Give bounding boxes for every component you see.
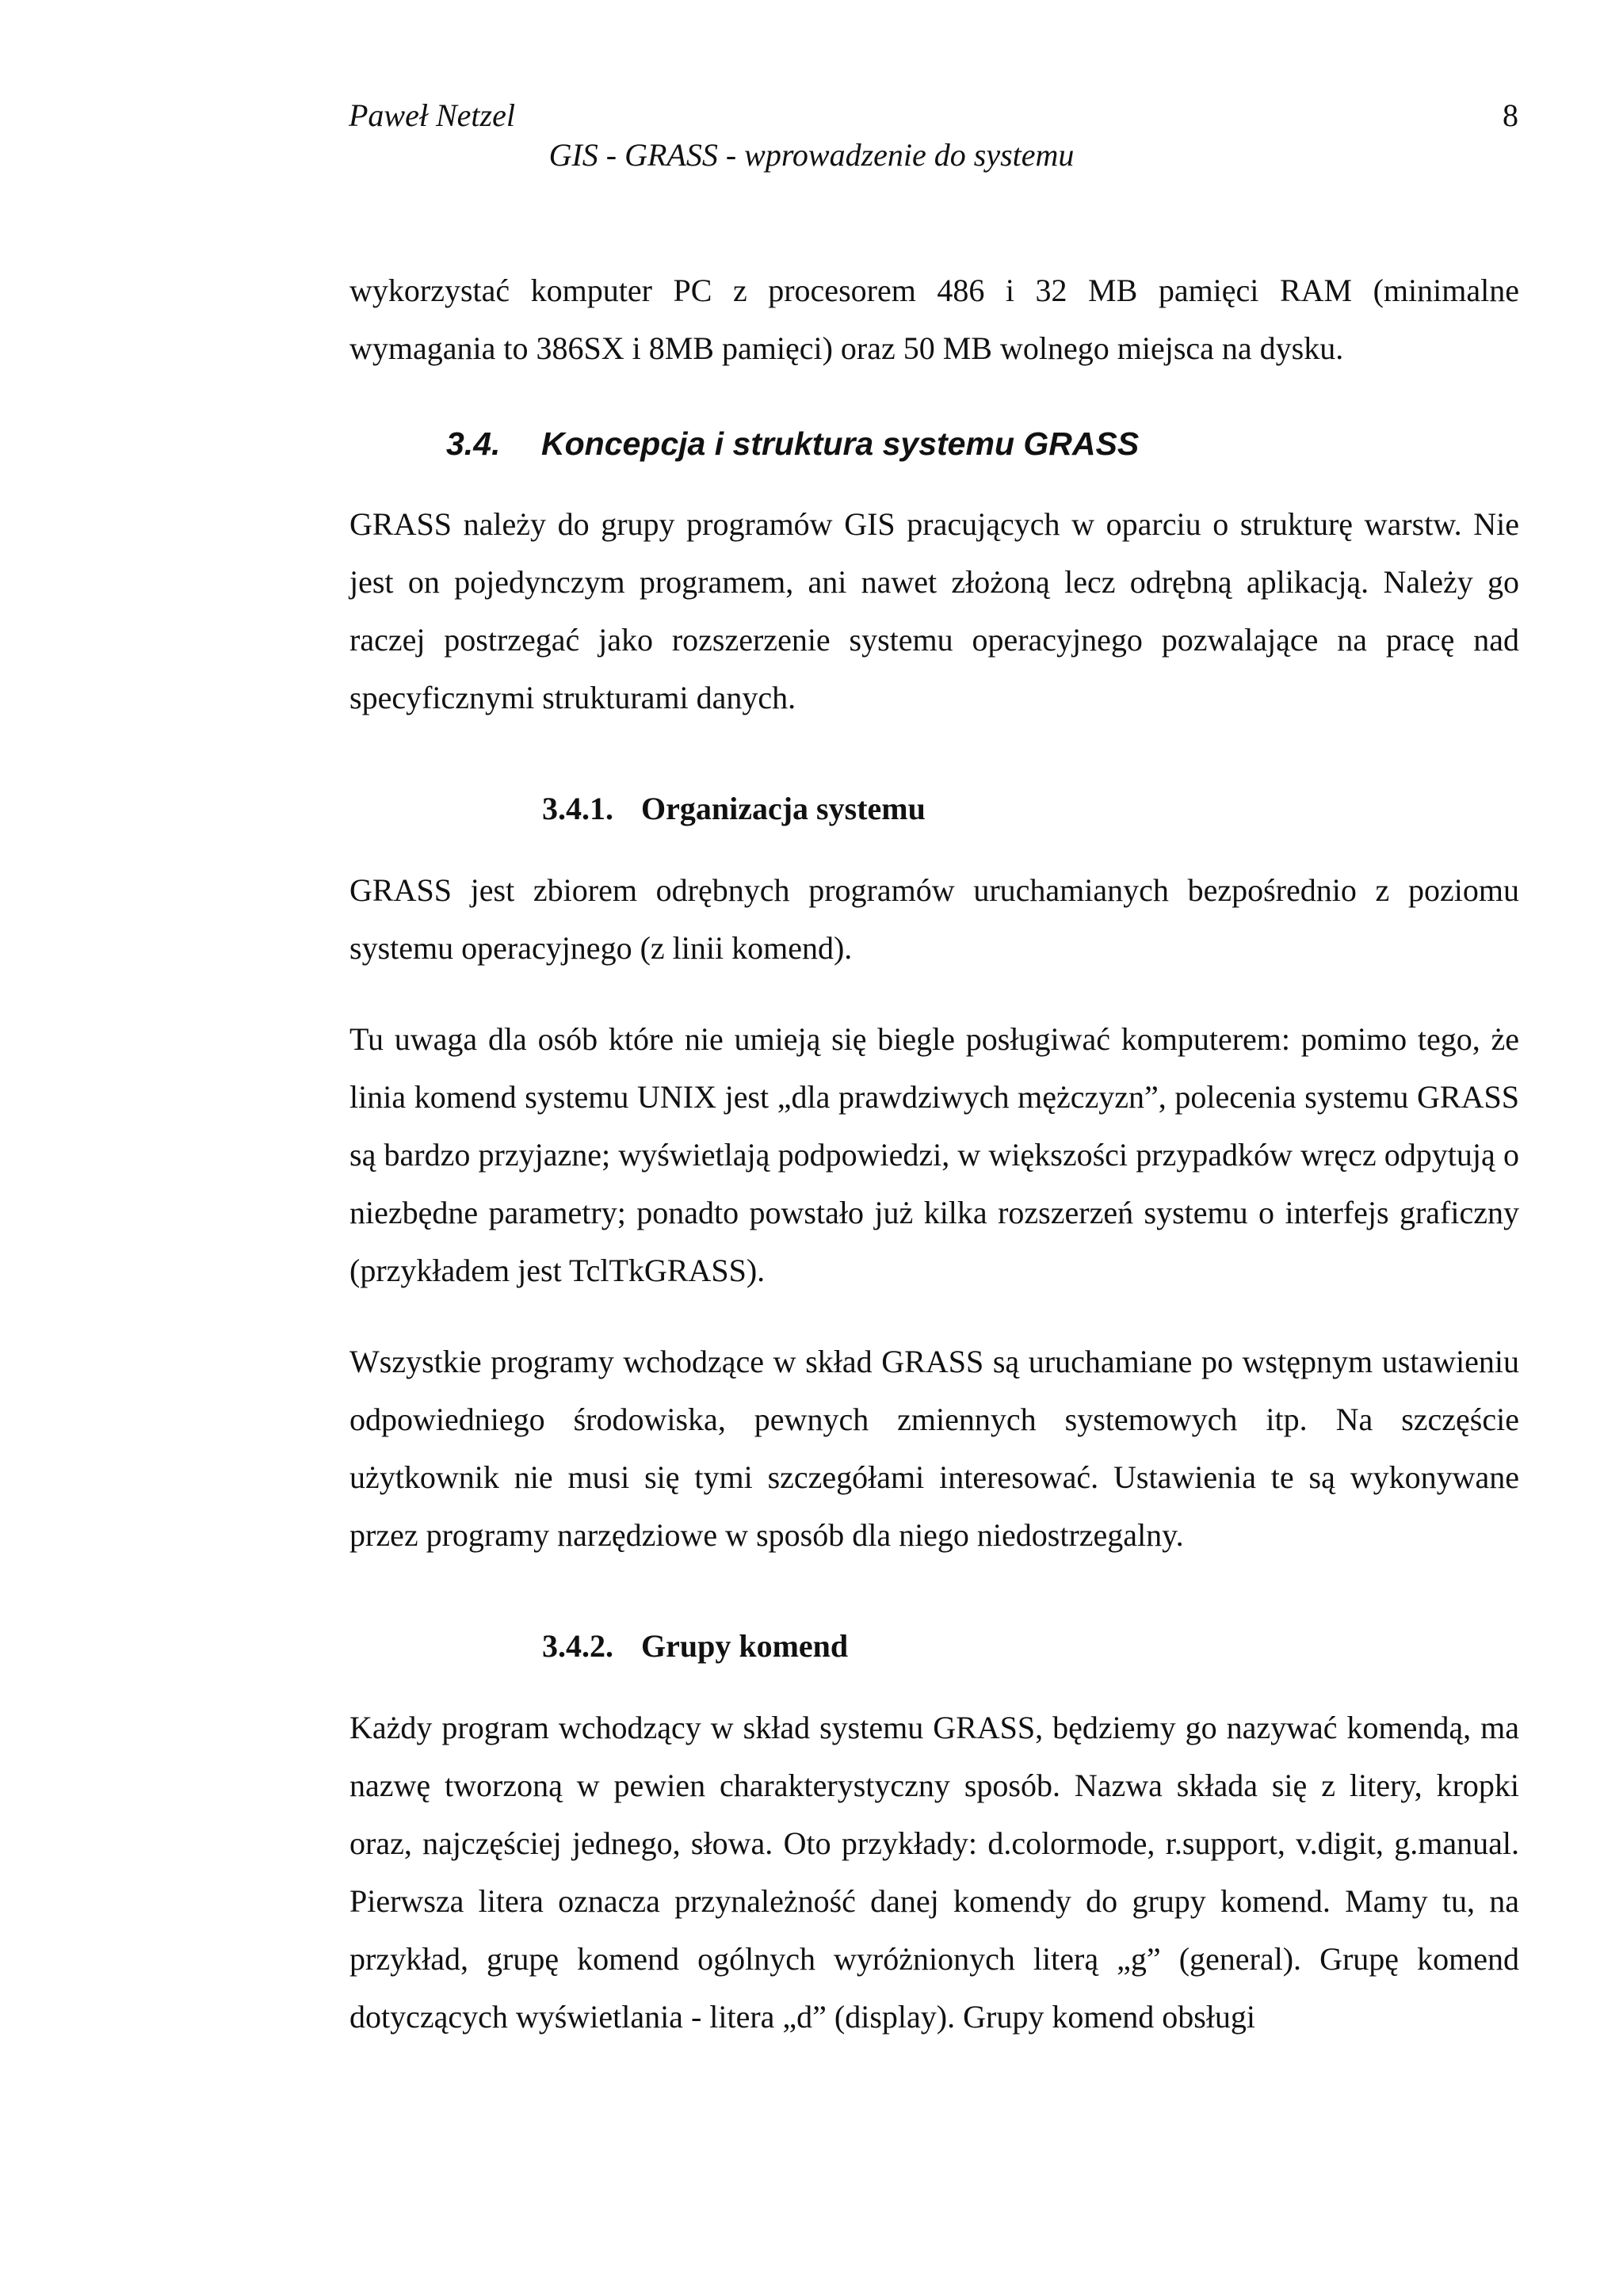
section-heading-3-4-1 [349,787,1519,831]
section-title: Grupy komend [641,1628,849,1664]
section-number: 3.4.1. [542,791,613,826]
paragraph-organization-1: GRASS jest zbiorem odrębnych programów uruchamianych bezpośrednio z poziomu systemu operacyjnego (z linii komend). [349,872,1519,966]
section-title: Organizacja systemu [641,791,926,826]
section-number: 3.4. [446,425,501,462]
page-number: 8 [1503,97,1518,133]
header-author: Paweł Netzel [349,97,515,133]
page-content [349,261,1519,2046]
section-heading-3-4 [349,421,1519,466]
paragraph-organization-3: Wszystkie programy wchodzące w skład GRASS są uruchamiane po wstępnym ustawieniu odpowiedniego środowiska, pewnych zmiennych systemowych itp. Na szczęście użytkownik nie musi się tymi szczegółami interesować. Ustawienia te są wykonywane przez programy narzędziowe w sposób dla niego niedostrzegalny. [349,1344,1519,1553]
paragraph-organization-2: Tu uwaga dla osób które nie umieją się biegle posługiwać komputerem: pomimo tego, że linia komend systemu UNIX jest „dla prawdziwych mężczyzn”, polecenia systemu GRASS są bardzo przyjazne; wyświetlają podpowiedzi, w większości przypadków wręcz odpytują o niezbędne parametry; ponadto powstało już kilka rozszerzeń systemu o interfejs graficzny (przykładem jest TclTkGRASS). [349,1021,1519,1288]
header-title: GIS - GRASS - wprowadzenie do systemu [548,137,1075,173]
paragraph-intro: wykorzystać komputer PC z procesorem 486 i 32 MB pamięci RAM (minimalne wymagania to 386SX i 8MB pamięci) oraz 50 MB wolnego miejsca na dysku. [349,273,1519,366]
section-heading-3-4-2 [349,1624,1519,1669]
section-number: 3.4.2. [542,1628,613,1664]
section-title: Koncepcja i struktura systemu GRASS [541,425,1140,462]
paragraph-concept: GRASS należy do grupy programów GIS pracujących w oparciu o strukturę warstw. Nie jest on pojedynczym programem, ani nawet złożoną lecz odrębną aplikacją. Należy go raczej postrzegać jako rozszerzenie systemu operacyjnego pozwalające na pracę nad specyficznymi strukturami danych. [349,506,1519,715]
paragraph-command-groups: Każdy program wchodzący w skład systemu GRASS, będziemy go nazywać komendą, ma nazwę tworzoną w pewien charakterystyczny sposób. Nazwa składa się z litery, kropki oraz, najczęściej jednego, słowa. Oto przykłady: d.colormode, r.support, v.digit, g.manual. Pierwsza litera oznacza przynależność danej komendy do grupy komend. Mamy tu, na przykład, grupę komend ogólnych wyróżnionych literą „g” (general). Grupę komend dotyczących wyświetlania - litera „d” (display). Grupy komend obsługi [349,1710,1519,2035]
